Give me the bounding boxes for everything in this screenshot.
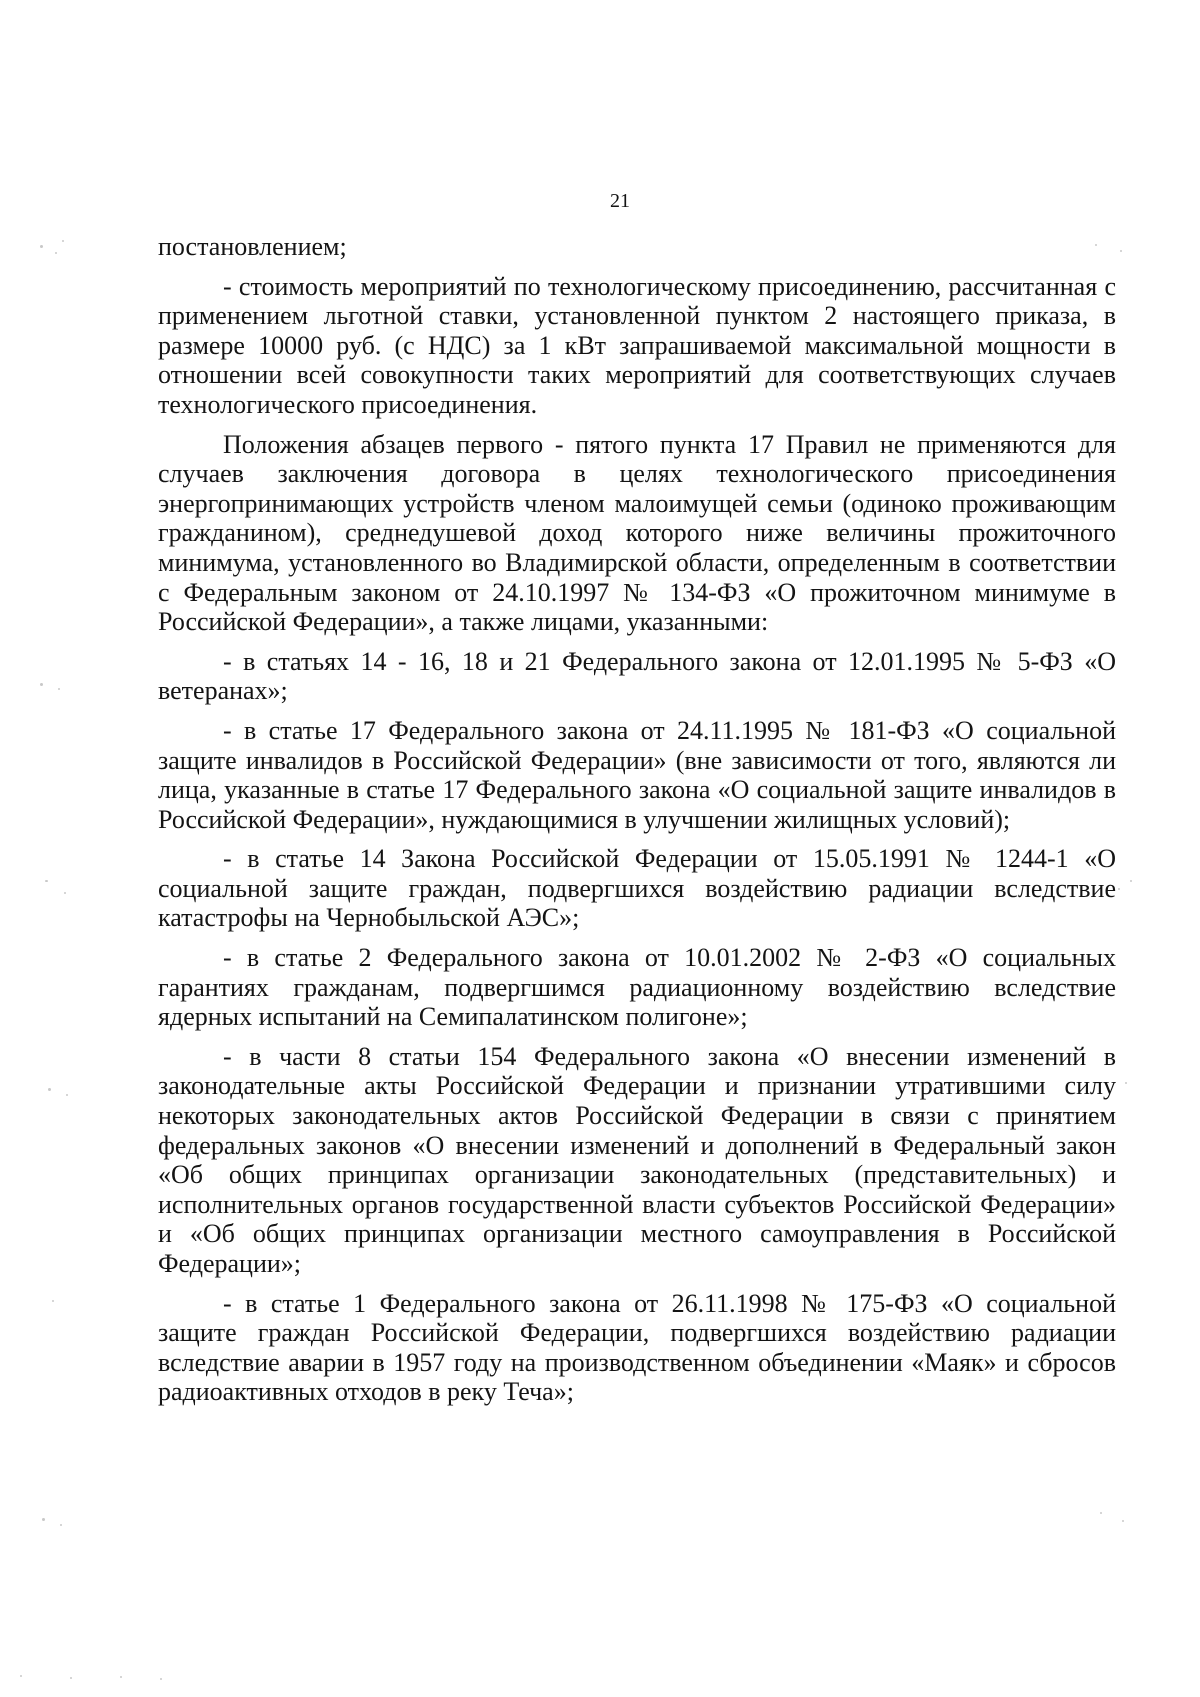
scan-speck — [20, 1675, 22, 1677]
scan-speck — [70, 1677, 72, 1679]
list-item-semipalatinsk-law: - в статье 2 Федерального закона от 10.01.2002 № 2-ФЗ «О социальных гарантиях гражданам, подвергшимся радиационному воздействию вследствие ядерных испытаний на Семипалатинском полигоне»; — [158, 943, 1116, 1032]
scan-speck — [45, 880, 48, 882]
scan-speck — [160, 1678, 162, 1680]
scan-speck — [52, 1300, 54, 1302]
page-number: 21 — [610, 190, 630, 212]
scan-speck — [1100, 1512, 1102, 1514]
list-item-disabled-persons-law: - в статье 17 Федерального закона от 24.11.1995 № 181-ФЗ «О социальной защите инвалидов в Российской Федерации» (вне зависимости от того, являются ли лица, указанные в статье 17 Федерального закона «О социальной защите инвалидов в Российской Федерации», нуждающимися в улучшении жилищных условий); — [158, 715, 1116, 834]
scan-speck — [1120, 250, 1122, 252]
scan-speck — [48, 1088, 51, 1091]
scan-speck — [62, 240, 64, 242]
scan-speck — [120, 1676, 122, 1678]
list-item-chernobyl-law: - в статье 14 Закона Российской Федерации от 15.05.1991 № 1244-1 «О социальной защите граждан, подвергшихся воздействию радиации вследствие катастрофы на Чернобыльской АЭС»; — [158, 844, 1116, 933]
scan-speck — [55, 252, 57, 254]
scan-speck — [40, 683, 43, 686]
scan-speck — [58, 688, 60, 690]
scan-speck — [1122, 1520, 1124, 1522]
list-item-article-154-law: - в части 8 статьи 154 Федерального закона «О внесении изменений в законодательные акты Российской Федерации и признании утратившими силу некоторых законодательных актов Российской Федерации в связи с принятием федеральных законов «О внесении изменений и дополнений в Федеральный закон «Об общих принципах организации законодательных (представительных) и исполнительных органов государственной власти субъектов Российской Федерации» и «Об общих принципах организации местного самоуправления в Российской Федерации»; — [158, 1041, 1116, 1278]
scan-speck — [1118, 888, 1120, 890]
scan-speck — [42, 1518, 45, 1521]
list-item-mayak-law: - в статье 1 Федерального закона от 26.11.1998 № 175-ФЗ «О социальной защите граждан Российской Федерации, подвергшихся воздействию радиации вследствие аварии в 1957 году на производственном объединении «Маяк» и сбросов радиоактивных отходов в реку Теча»; — [158, 1288, 1116, 1407]
scan-speck — [1095, 244, 1097, 246]
paragraph-exemptions-intro: Положения абзацев первого - пятого пункта 17 Правил не применяются для случаев заключения договора в целях технологического присоединения энергопринимающих устройств членом малоимущей семьи (одиноко проживающим гражданином), среднедушевой доход которого ниже величины прожиточного минимума, установленного во Владимирской области, определенным в соответствии с Федеральным законом от 24.10.1997 № 134-ФЗ «О прожиточном минимуме в Российской Федерации», а также лицами, указанными: — [158, 429, 1116, 637]
paragraph-connection-cost: - стоимость мероприятий по технологическому присоединению, рассчитанная с применением льготной ставки, установленной пунктом 2 настоящего приказа, в размере 10000 руб. (с НДС) за 1 кВт запрашиваемой максимальной мощности в отношении всей совокупности таких мероприятий для соответствующих случаев технологического присоединения. — [158, 271, 1116, 419]
scan-speck — [64, 892, 66, 894]
document-body — [158, 232, 1116, 1417]
list-item-veterans-law: - в статьях 14 - 16, 18 и 21 Федерального закона от 12.01.1995 № 5-ФЗ «О ветеранах»; — [158, 646, 1116, 706]
scan-speck — [1130, 880, 1132, 882]
paragraph-continuation: постановлением; — [158, 232, 347, 261]
scan-speck — [1125, 1082, 1127, 1084]
scan-speck — [60, 1524, 62, 1526]
scan-speck — [40, 245, 43, 248]
scan-speck — [66, 1094, 68, 1096]
